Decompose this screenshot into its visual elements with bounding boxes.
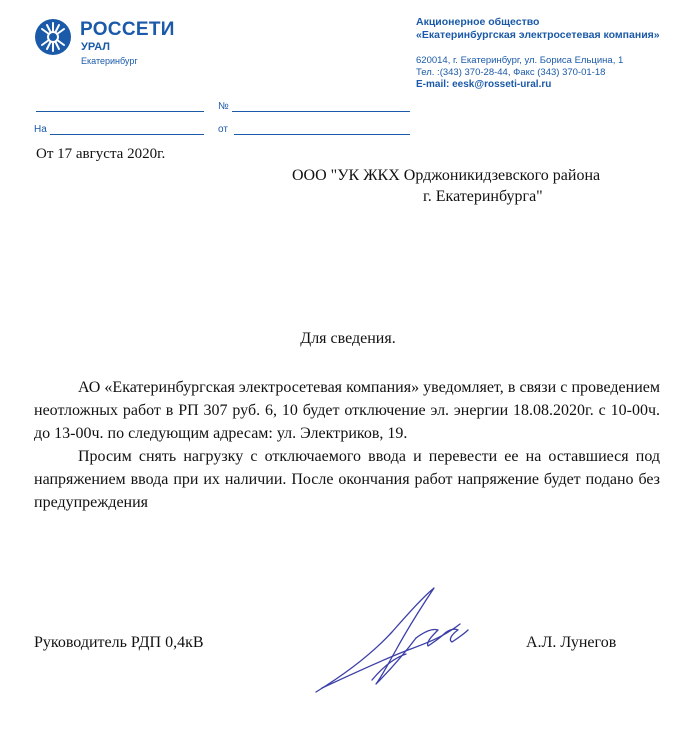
reply-to-date-line: [234, 134, 410, 135]
brand-region: УРАЛ: [81, 41, 111, 53]
company-name: «Екатеринбургская электросетевая компания»: [416, 29, 660, 41]
addressee-line-2: г. Екатеринбурга": [423, 188, 543, 205]
addressee-line-1: ООО "УК ЖКХ Орджоникидзевского района: [292, 167, 601, 184]
handwritten-signature: [312, 584, 472, 696]
outgoing-number-line: [232, 111, 410, 112]
signer-role: Руководитель РДП 0,4кВ: [34, 634, 204, 651]
letter-date: От 17 августа 2020г.: [36, 146, 166, 162]
company-type: Акционерное общество: [416, 16, 540, 28]
company-address: 620014, г. Екатеринбург, ул. Бориса Ельцина, 1: [416, 55, 624, 66]
addressee: [280, 165, 680, 207]
from-label: от: [218, 124, 228, 135]
signer-name: А.Л. Лунегов: [526, 634, 617, 651]
body-paragraph-1: АО «Екатеринбургская электросетевая компания» уведомляет, в связи с проведением неотложных работ в РП 307 руб. 6, 10 будет отключение эл. энергии 18.08.2020г. с 10-00ч. до 13-00ч. по следующим адресам: ул. Электриков, 19.: [34, 379, 660, 442]
reply-to-number-line: [50, 134, 204, 135]
letter-title: Для сведения.: [300, 330, 396, 347]
number-label: №: [218, 101, 229, 112]
company-email: E-mail: eesk@rosseti-ural.ru: [416, 79, 552, 90]
body-paragraph-2: Просим снять нагрузку с отключаемого ввода и перевести ее на оставшиеся под напряжением ввода при их наличии. После окончания работ напряжение будет подано без предупреждения: [34, 448, 660, 511]
outgoing-date-line: [36, 111, 204, 112]
company-details: [416, 16, 691, 91]
company-phone: Тел. :(343) 370-28-44, Факс (343) 370-01-18: [416, 67, 606, 78]
brand-name: РОССЕТИ: [80, 19, 175, 40]
company-logo: [34, 16, 194, 72]
rosseti-emblem-icon: [34, 18, 72, 56]
reply-to-label: На: [34, 124, 47, 135]
brand-city: Екатеринбург: [81, 56, 138, 66]
letter-body: [34, 376, 660, 514]
